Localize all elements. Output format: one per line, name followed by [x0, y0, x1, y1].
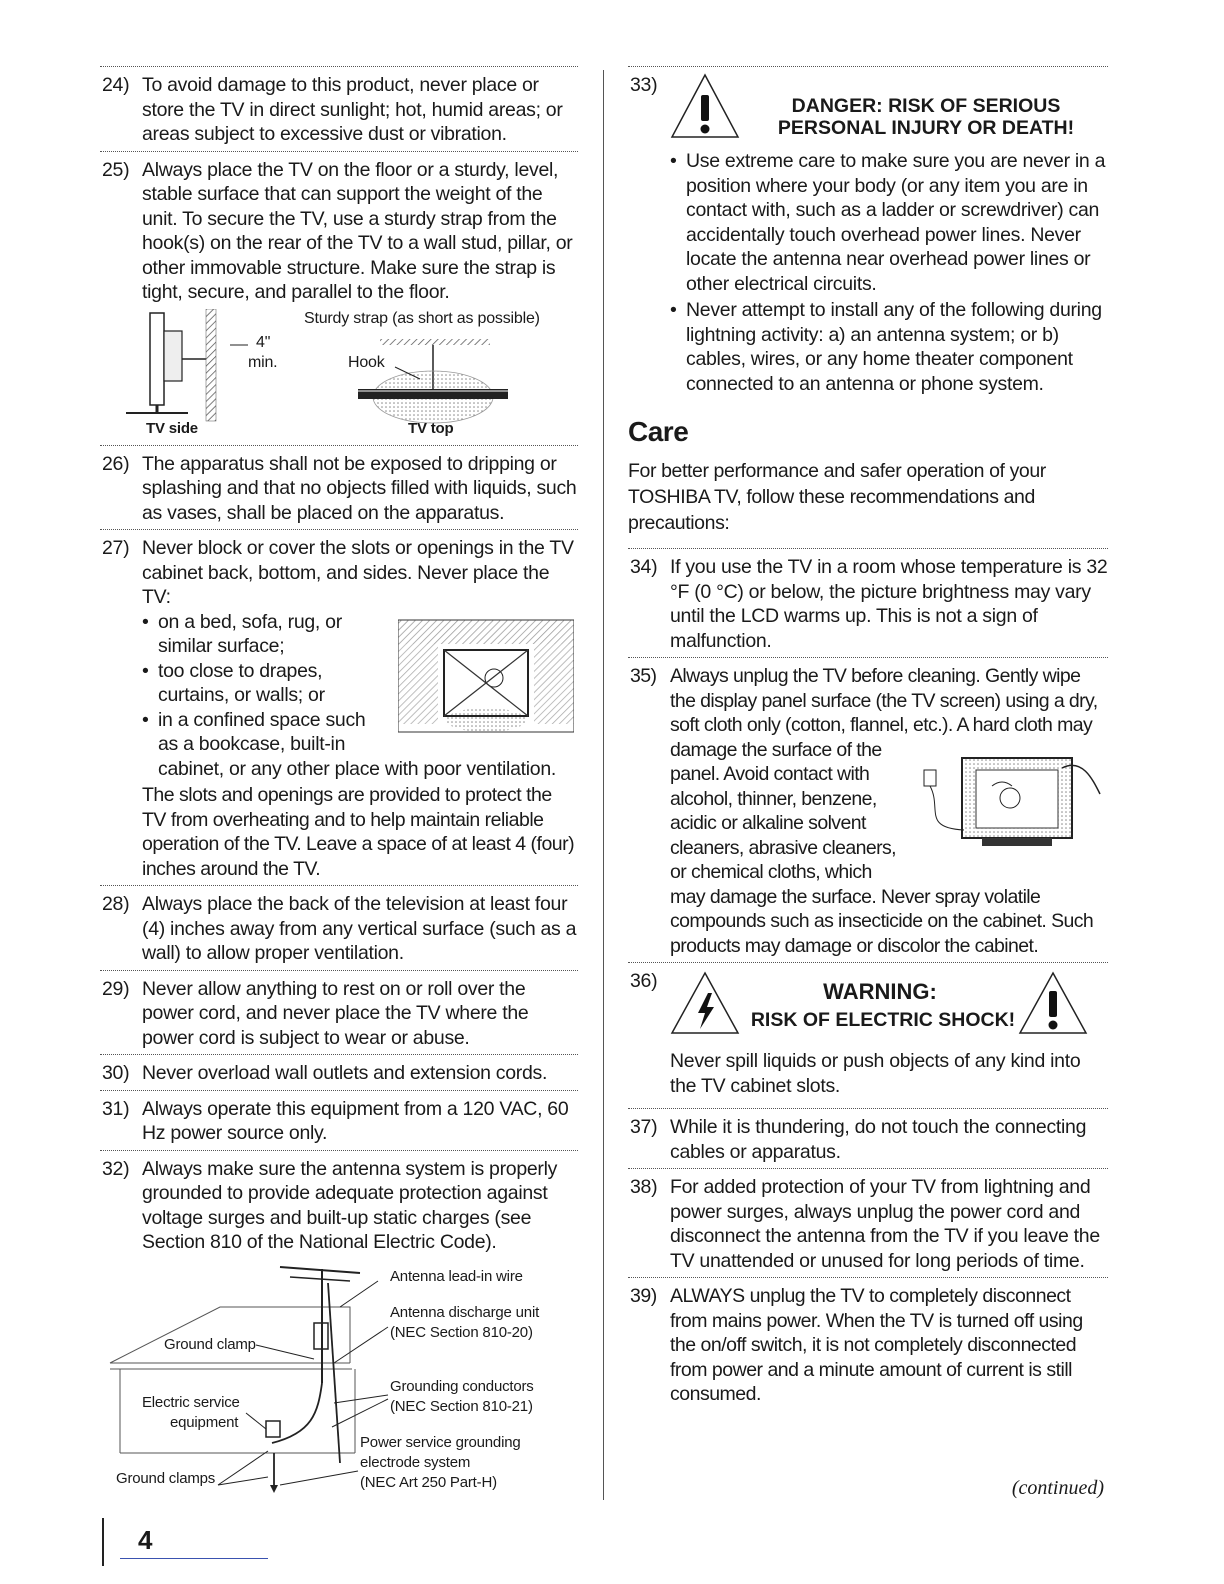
strap-label: Sturdy strap (as short as possible) [304, 309, 540, 327]
hook-label: Hook [348, 353, 385, 371]
item-36 [628, 962, 1108, 1108]
item-25 [100, 151, 578, 445]
label-power-2: electrode system [360, 1453, 471, 1471]
item-number: 30) [102, 1062, 130, 1084]
care-heading: Care [628, 416, 689, 447]
item-27-note: The slots and openings are provided to protect the TV from overheating and to help maintain reliable operation of the TV. Leave a space of at least 4 (four) inches around the TV. [142, 784, 575, 880]
item-text: For added protection of your TV from lightning and power surges, always unplug the power cord and disconnect the antenna from the TV if you leave the TV unattended or unused for long periods of time. [670, 1176, 1100, 1272]
item-32 [100, 1150, 578, 1499]
label-conductors-1: Grounding conductors [390, 1377, 534, 1395]
strap-figure [100, 309, 578, 441]
item-number: 31) [102, 1097, 130, 1120]
item-29 [100, 970, 578, 1055]
gap-unit: min. [248, 353, 278, 371]
item-number: 33) [630, 74, 658, 96]
item-text: The apparatus shall not be exposed to dripping or splashing and that no objects filled with liquids, such as vases, shall be placed on the apparatus. [142, 452, 577, 524]
item-text: Never overload wall outlets and extension cords. [142, 1062, 548, 1084]
item-number: 38) [630, 1176, 658, 1198]
bullet-item: • Never attempt to install any of the following during lightning activity: a) an antenna system; or b) cables, wires, or any home theater component connected to an antenna or phone system. [670, 298, 1108, 396]
item-33 [628, 66, 1108, 400]
care-intro: For better performance and safer operation of your TOSHIBA TV, follow these recommendations and precautions: [628, 460, 1046, 534]
left-column [100, 66, 578, 1499]
page-number: 4 [138, 1525, 153, 1555]
item-text: Never allow anything to rest on or roll over the power cord, and never place the TV where the power cord is subject to wear or abuse. [142, 977, 529, 1049]
item-text: ALWAYS unplug the TV to completely disconnect from mains power. When the TV is turned off using the on/off switch, it is not completely disconnected from power and a minute amount of current is still consumed. [670, 1285, 1083, 1405]
item-24 [100, 66, 578, 151]
electric-shock-warning-icon [670, 971, 740, 1035]
item-37 [628, 1108, 1108, 1168]
antenna-grounding-figure [100, 1263, 578, 1495]
label-lead-in: Antenna lead-in wire [390, 1267, 523, 1285]
item-text: Always operate this equipment from a 120 VAC, 60 Hz power source only. [142, 1097, 569, 1144]
label-ground-clamps: Ground clamps [116, 1469, 216, 1487]
item-text: may damage the surface. Never spray volatile compounds such as insecticide on the cabinet. Such products may damage or discolor the cabinet. [670, 885, 1094, 957]
page-number-rule [102, 1518, 104, 1566]
danger-title-line-2: PERSONAL INJURY OR DEATH! [777, 117, 1075, 139]
page-number-underline [120, 1558, 268, 1559]
item-number: 39) [630, 1285, 657, 1307]
gap-value: 4" [256, 333, 271, 351]
danger-warning-icon [670, 73, 740, 139]
item-35 [628, 657, 1108, 962]
label-discharge-2: (NEC Section 810-20) [390, 1323, 533, 1341]
warning-title-line-2: RISK OF ELECTRIC SHOCK! [750, 1009, 1016, 1031]
bullet-item: • in a confined space such as a bookcase, built-in [142, 708, 378, 757]
item-number: 28) [102, 893, 130, 915]
item-text: Always unplug the TV before cleaning. Gently wipe the display panel surface (the TV screen) using a dry, soft cloth only (cotton, flannel, etc.). A hard cloth may [670, 665, 1098, 736]
label-discharge-1: Antenna discharge unit [390, 1303, 540, 1321]
item-text: While it is thundering, do not touch the connecting cables or apparatus. [670, 1116, 1087, 1163]
warning-title-line-1: WARNING: [823, 979, 937, 1004]
tv-cleaning-illustration [912, 738, 1108, 858]
label-ground-clamp: Ground clamp [164, 1335, 256, 1353]
item-number: 35) [630, 665, 657, 687]
item-number: 36) [630, 970, 658, 992]
item-number: 34) [630, 556, 658, 578]
label-power-1: Power service grounding [360, 1433, 521, 1451]
item-number: 24) [102, 74, 130, 96]
item-38 [628, 1168, 1108, 1277]
label-electric-1: Electric service [142, 1393, 240, 1411]
item-number: 25) [102, 158, 130, 181]
item-text: If you use the TV in a room whose temperature is 32 °F (0 °C) or below, the picture brightness may vary until the LCD warms up. This is not a sign of malfunction. [670, 556, 1108, 652]
label-conductors-2: (NEC Section 810-21) [390, 1397, 533, 1415]
bullet-item: • too close to drapes, curtains, or walls; or [142, 659, 378, 708]
label-power-3: (NEC Art 250 Part-H) [360, 1473, 497, 1491]
item-27 [100, 529, 578, 885]
column-divider [603, 70, 604, 1500]
item-text: Always place the TV on the floor or a sturdy, level, stable surface that can support the weight of the unit. To secure the TV, use a sturdy strap from the hook(s) on the rear of the TV to a wall stud, pillar, or other immovable structure. Make sure the strap is tight, secure, and parallel to the floor. [142, 158, 573, 303]
tv-side-caption: TV side [146, 419, 198, 437]
danger-title-line-1: DANGER: RISK OF SERIOUS [791, 95, 1061, 117]
bullet-item: • on a bed, sofa, rug, or similar surface; [142, 610, 378, 659]
item-34 [628, 548, 1108, 657]
right-column [628, 66, 1108, 1411]
item-31 [100, 1090, 578, 1150]
item-number: 32) [102, 1157, 130, 1180]
item-number: 37) [630, 1116, 658, 1138]
item-26 [100, 445, 578, 530]
bookcase-illustration [398, 616, 574, 734]
bullet-continuation: cabinet, or any other place with poor ventilation. [158, 757, 556, 780]
caution-warning-icon [1018, 971, 1088, 1035]
item-text: Never spill liquids or push objects of any kind into the TV cabinet slots. [670, 1050, 1081, 1097]
item-text: Always make sure the antenna system is properly grounded to provide adequate protection against voltage surges and built-up static charges (see Section 810 of the National Electric Code). [142, 1157, 558, 1253]
item-number: 29) [102, 977, 130, 1000]
item-28 [100, 885, 578, 970]
item-text: Always place the back of the television at least four (4) inches away from any vertical surface (such as a wall) to allow proper ventilation. [142, 893, 577, 964]
bullet-item: • Use extreme care to make sure you are never in a position where your body (or any item you are in contact with, such as a ladder or screwdriver) can accidentally touch overhead power lines. Never locate the antenna near overhead power lines or other electrical circuits. [670, 149, 1108, 296]
item-text: Never block or cover the slots or openings in the TV cabinet back, bottom, and sides. Never place the TV: [142, 537, 574, 608]
item-number: 26) [102, 452, 130, 475]
label-electric-2: equipment [170, 1413, 239, 1431]
continued-note: (continued) [1011, 1477, 1104, 1499]
item-39 [628, 1277, 1108, 1411]
item-text-beside-figure: damage the surface of the panel. Avoid contact with alcohol, thinner, benzene, acidic or alkaline solvent cleaners, abrasive cleaners, or chemical cloths, which [670, 738, 896, 883]
item-number: 27) [102, 537, 130, 559]
item-text: To avoid damage to this product, never place or store the TV in direct sunlight; hot, humid areas; or areas subject to excessive dust or vibration. [142, 74, 563, 145]
tv-top-caption: TV top [408, 419, 454, 437]
item-30 [100, 1054, 578, 1090]
